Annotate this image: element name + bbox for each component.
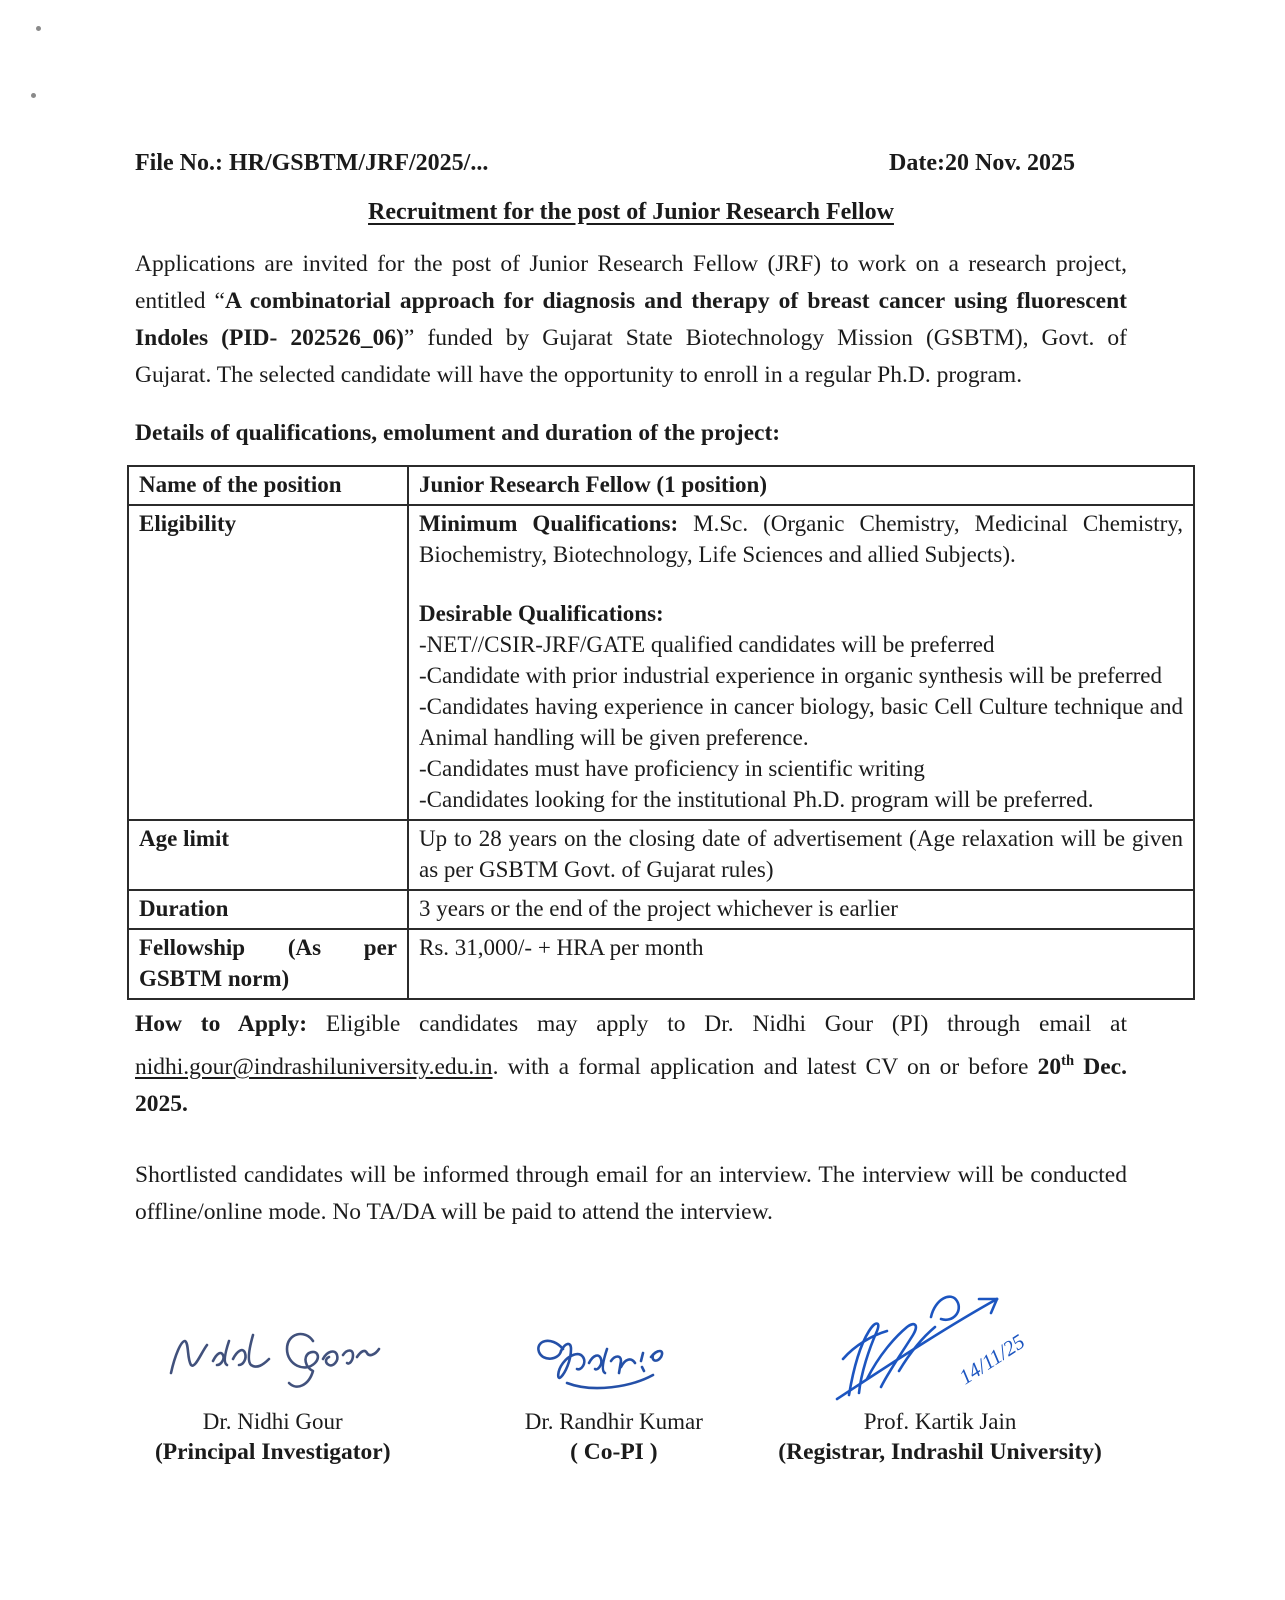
pi-name: Dr. Nidhi Gour (202, 1408, 343, 1434)
desirable-item: -Candidates having experience in cancer biology, basic Cell Culture technique and Animal handling will be given preference. (419, 694, 1183, 750)
page-title: Recruitment for the post of Junior Research Fellow (368, 199, 894, 225)
signature-date: 14/11/25 (954, 1329, 1030, 1390)
how-to-apply-paragraph (135, 1006, 1127, 1123)
scan-speck (36, 26, 41, 31)
fellowship-label: Fellowship (As per GSBTM norm) (128, 929, 408, 999)
duration-label: Duration (128, 890, 408, 929)
document-date: Date:20 Nov. 2025 (889, 150, 1075, 176)
project-title-text: A combinatorial approach for diagnosis and therapy of breast cancer using fluorescent Indoles (PID- 202526_06) (135, 288, 1127, 351)
fellowship-value: Rs. 31,000/- + HRA per month (408, 929, 1194, 999)
signature-block-pi (135, 1307, 411, 1466)
duration-value: 3 years or the end of the project whichever is earlier (408, 890, 1194, 929)
table-row-age-limit (128, 820, 1194, 890)
minimum-qualifications (419, 508, 1183, 570)
signature-section (135, 1273, 1127, 1466)
desirable-item: -Candidates looking for the institutional Ph.D. program will be preferred. (419, 787, 1094, 812)
deadline-day: 20 (1037, 1053, 1062, 1080)
handwritten-signature-icon (815, 1273, 1065, 1403)
blank-line (419, 570, 1183, 598)
scan-speck (31, 93, 36, 98)
intro-text-1: Applications are invited for the post of Junior Research Fellow (JRF) to work on a research project, entitled “ (135, 251, 1127, 314)
intro-paragraph (135, 246, 1127, 394)
apply-text-2: . with a formal application and latest CV on or before (492, 1053, 1038, 1080)
table-row-duration (128, 890, 1194, 929)
copi-role: ( Co-PI ) (570, 1438, 658, 1465)
desirable-item: -Candidates must have proficiency in scientific writing (419, 756, 925, 781)
pi-role: (Principal Investigator) (154, 1438, 391, 1465)
registrar-role: (Registrar, Indrashil University) (778, 1438, 1102, 1465)
details-table (127, 465, 1195, 1000)
file-number: File No.: HR/GSBTM/JRF/2025/... (135, 150, 489, 176)
copi-name: Dr. Randhir Kumar (524, 1408, 703, 1434)
deadline-superscript: th (1061, 1053, 1075, 1069)
pi-signature-image (163, 1307, 383, 1403)
desirable-item: -NET//CSIR-JRF/GATE qualified candidates will be preferred (419, 632, 995, 657)
handwritten-signature-icon (163, 1307, 383, 1403)
table-row-fellowship (128, 929, 1194, 999)
interview-note-paragraph: Shortlisted candidates will be informed through email for an interview. The interview will be conducted offline/online mode. No TA/DA will be paid to attend the interview. (135, 1161, 1127, 1225)
age-limit-label: Age limit (128, 820, 408, 890)
table-row-position (128, 466, 1194, 505)
eligibility-value (408, 505, 1194, 820)
registrar-signature-image (815, 1273, 1065, 1403)
intro-text-2: ” funded by Gujarat State Biotechnology Mission (GSBTM), Govt. of Gujarat. The selected candidate will have the opportunity to enroll in a regular Ph.D. program. (135, 325, 1127, 388)
apply-text-1: Eligible candidates may apply to Dr. Nidhi Gour (PI) through email at (307, 1011, 1127, 1037)
details-heading: Details of qualifications, emolument and duration of the project: (135, 420, 781, 446)
position-label: Name of the position (128, 466, 408, 505)
age-limit-value: Up to 28 years on the closing date of advertisement (Age relaxation will be given as per GSBTM Govt. of Gujarat rules) (408, 820, 1194, 890)
desirable-item: -Candidate with prior industrial experience in organic synthesis will be preferred (419, 663, 1163, 688)
table-row-eligibility (128, 505, 1194, 820)
minimum-qualifications-lead: Minimum Qualifications: (419, 511, 679, 536)
signature-block-copi (511, 1325, 718, 1466)
eligibility-label: Eligibility (128, 505, 408, 820)
minimum-qualifications-text: M.Sc. (Organic Chemistry, Medicinal Chemistry, Biochemistry, Biotechnology, Life Sciences and allied Subjects). (419, 511, 1183, 567)
document-header (135, 150, 1127, 177)
how-to-apply-lead: How to Apply: (135, 1011, 308, 1037)
signature-block-registrar (753, 1273, 1127, 1466)
handwritten-signature-icon (529, 1325, 699, 1403)
copi-signature-image (529, 1325, 699, 1403)
position-value: Junior Research Fellow (1 position) (408, 466, 1194, 505)
contact-email: nidhi.gour@indrashiluniversity.edu.in (135, 1053, 493, 1080)
desirable-heading: Desirable Qualifications: (419, 601, 664, 626)
deadline-rest: Dec. 2025. (135, 1053, 1127, 1117)
registrar-name: Prof. Kartik Jain (863, 1408, 1017, 1434)
